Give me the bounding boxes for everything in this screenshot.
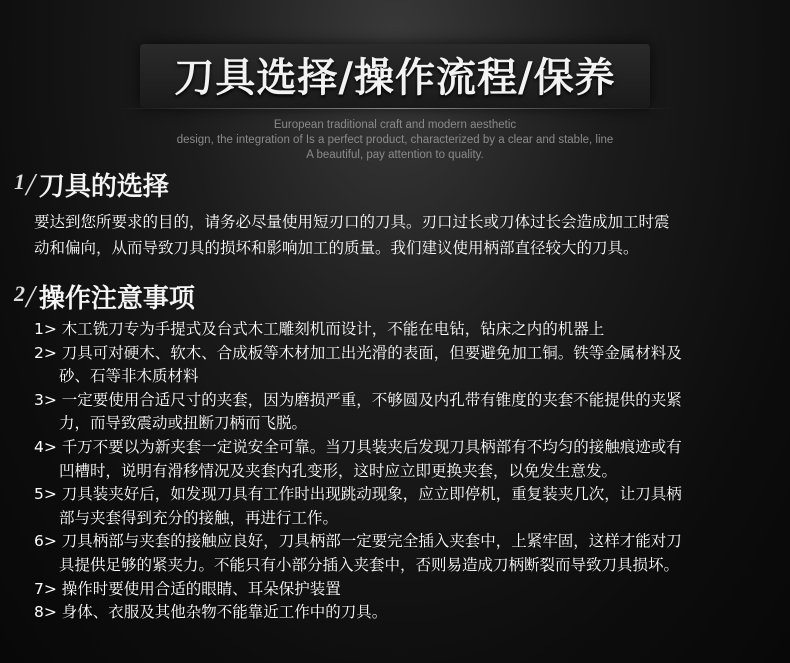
slash-glyph: / — [26, 166, 35, 202]
tagline — [0, 118, 790, 163]
item-line: 7> 操作时要使用合适的眼睛、耳朵保护装置 — [34, 579, 341, 598]
section-1-body — [34, 209, 774, 261]
body-line: 动和偏向，从而导致刀具的损坏和影响加工的质量。我们建议使用柄部直径较大的刀具。 — [34, 239, 639, 257]
item-line: 8> 身体、衣服及其他杂物不能靠近工作中的刀具。 — [34, 603, 388, 622]
item-line: 1> 木工铣刀专为手提式及台式木工雕刻机而设计，不能在电钻，钻床之内的机器上 — [34, 320, 605, 338]
item-line: 5> 刀具装夹好后，如发现刀具有工作时出现跳动现象，应立即停机，重复装夹几次，让刀具柄 — [34, 485, 682, 504]
page-title: 刀具选择/操作流程/保养 — [174, 54, 616, 101]
tagline-line-2: design, the integration of Is a perfect product, characterized by a clear and stable, line — [176, 134, 614, 146]
section-heading-tool-selection — [14, 166, 169, 203]
section-number: 2 — [14, 281, 25, 306]
section-title-text: 刀具的选择 — [38, 172, 169, 202]
list-item — [34, 318, 784, 342]
section-number: 1 — [14, 169, 25, 194]
list-item — [34, 389, 784, 436]
list-item — [34, 483, 784, 530]
tagline-line-3: A beautiful, pay attention to quality. — [306, 149, 484, 161]
item-line-cont: 具提供足够的紧夹力。不能只有小部分插入夹套中，否则易造成刀柄断裂而导致刀具损坏。 — [59, 555, 680, 574]
tagline-line-1: European traditional craft and modern aesthetic — [273, 119, 517, 131]
title-divider — [115, 108, 675, 109]
item-line: 6> 刀具柄部与夹套的接触应良好，刀具柄部一定要完全插入夹套中，上紧牢固，这样才能对刀 — [34, 532, 682, 551]
slash-glyph: / — [26, 278, 35, 314]
body-line: 要达到您所要求的目的，请务必尽量使用短刃口的刀具。刃口过长或刀体过长会造成加工时震 — [34, 213, 670, 231]
list-item — [34, 601, 784, 625]
section-title-text: 操作注意事项 — [38, 284, 195, 314]
item-line-cont: 部与夹套得到充分的接触，再进行工作。 — [59, 508, 339, 527]
item-line: 3> 一定要使用合适尺寸的夹套，因为磨损严重，不够圆及内孔带有锥度的夹套不能提供的夹紧 — [34, 390, 682, 409]
list-item — [34, 436, 784, 483]
item-line-cont: 砂、石等非木质材料 — [59, 367, 199, 386]
item-line: 2> 刀具可对硬木、软木、合成板等木材加工出光滑的表面，但要避免加工铜。铁等金属材料及 — [34, 343, 682, 362]
list-item — [34, 530, 784, 577]
item-line: 4> 千万不要以为新夹套一定说安全可靠。当刀具装夹后发现刀具柄部有不均匀的接触痕迹或有 — [34, 437, 682, 456]
item-line-cont: 力，而导致震动或扭断刀柄而飞脱。 — [59, 414, 308, 433]
list-item — [34, 578, 784, 602]
item-line-cont: 凹槽时，说明有滑移情况及夹套内孔变形，这时应立即更换夹套，以免发生意发。 — [59, 461, 618, 480]
list-item — [34, 342, 784, 389]
precaution-list — [34, 318, 784, 625]
section-heading-precautions — [14, 278, 195, 315]
